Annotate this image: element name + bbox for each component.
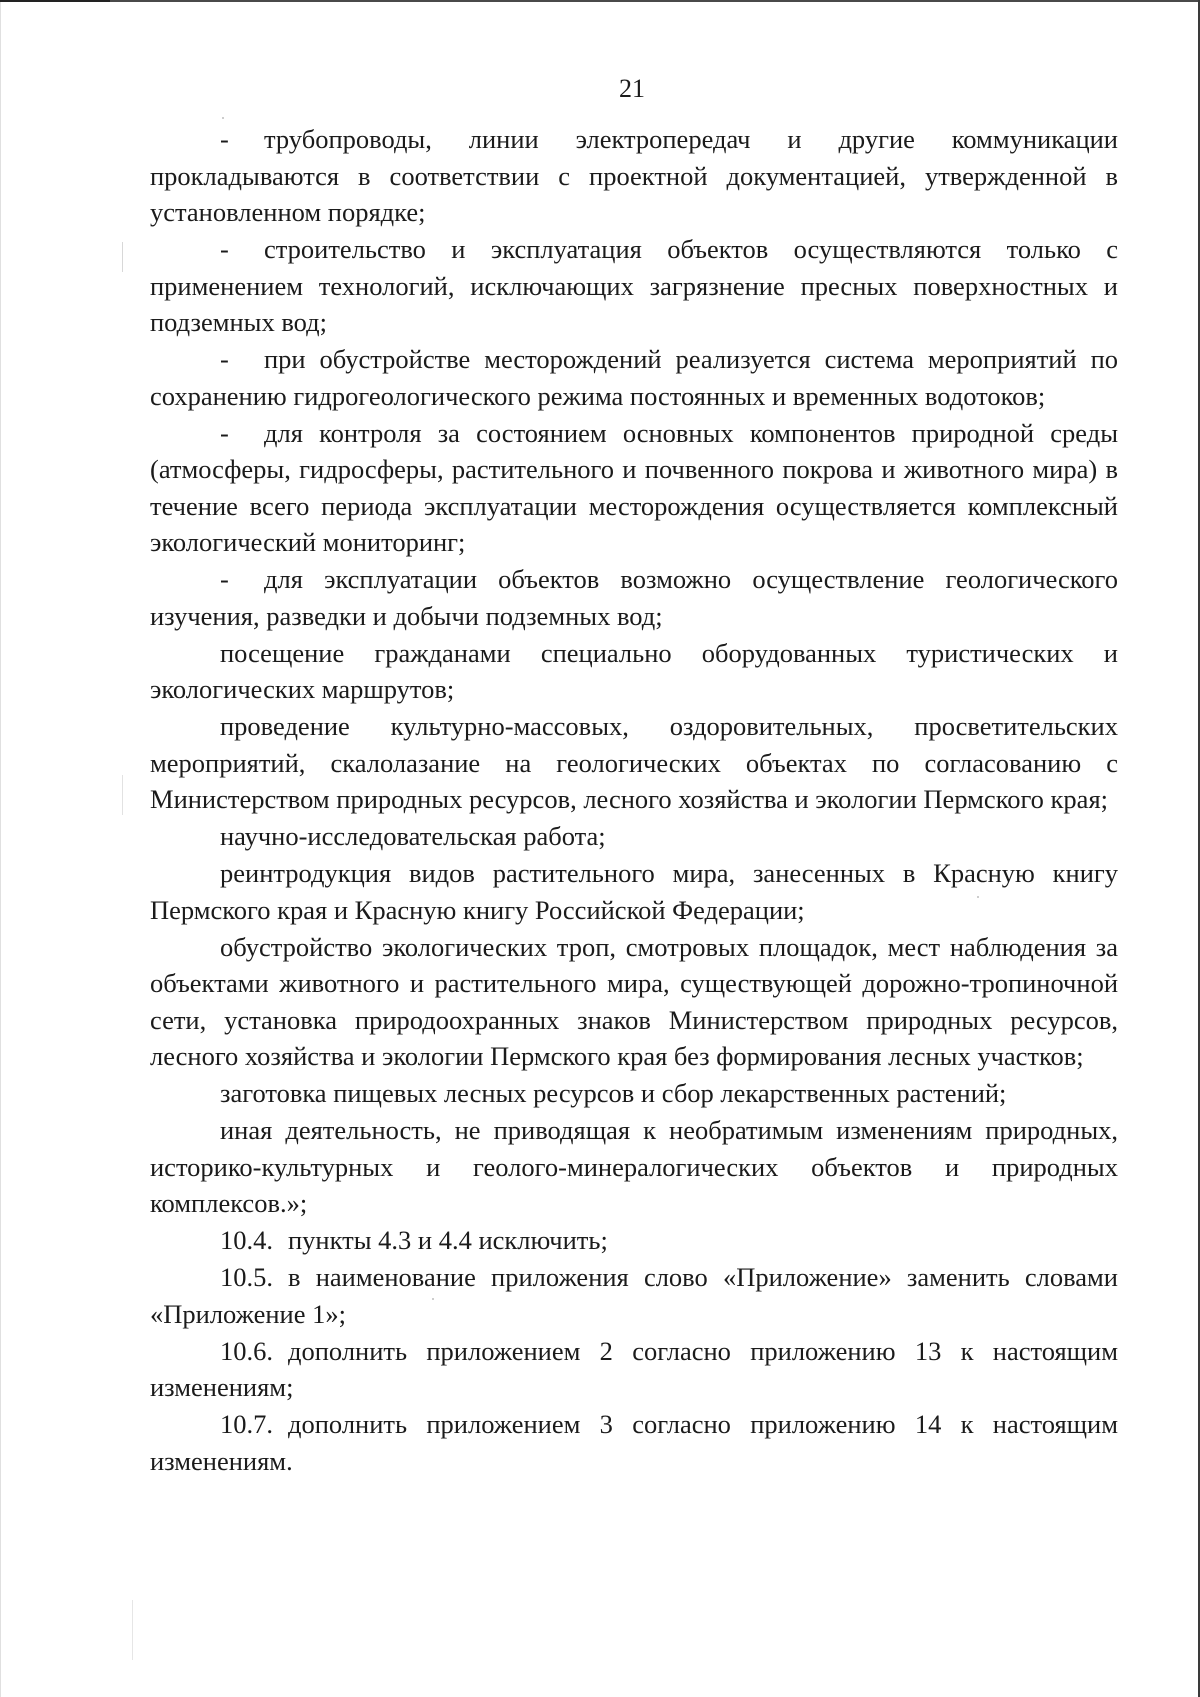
paragraph-text: для контроля за состоянием основных компонентов природной среды (атмосферы, гидросферы, растительного и почвенного покрова и животного мира) в течение всего периода эксплуатации месторождения осуществляется комплексный экологический мониторинг; (150, 417, 1118, 557)
paragraph-exploration (150, 561, 1118, 634)
document-body (150, 121, 1118, 1480)
paragraph-harvesting (150, 1075, 1118, 1112)
item-number: 10.5. (220, 1262, 273, 1292)
scan-corner (0, 0, 110, 2)
paragraph-cultural-events (150, 708, 1118, 818)
dash-marker: - (220, 234, 229, 264)
dash-marker: - (220, 564, 229, 594)
item-10-4 (150, 1222, 1118, 1259)
paragraph-text: проведение культурно-массовых, оздоровительных, просветительских мероприятий, скалолазание на геологических объектах по согласованию с Министерством природных ресурсов, лесного хозяйства и экологии Пермского края; (150, 711, 1118, 814)
paragraph-text: иная деятельность, не приводящая к необратимым изменениям природных, историко-культурных и геолого-минералогических объектов и природных комплексов.»; (150, 1115, 1118, 1218)
paragraph-text: при обустройстве месторождений реализуется система мероприятий по сохранению гидрогеологического режима постоянных и временных водотоков; (150, 344, 1118, 411)
scan-speck (122, 775, 123, 815)
paragraph-text: реинтродукция видов растительного мира, занесенных в Красную книгу Пермского края и Красную книгу Российской Федерации; (150, 858, 1118, 925)
scan-speck (432, 1298, 434, 1300)
dash-marker: - (220, 124, 229, 154)
paragraph-pipelines (150, 121, 1118, 231)
paragraph-text: трубопроводы, линии электропередач и другие коммуникации прокладываются в соответствии с проектной документацией, утвержденной в установленном порядке; (150, 124, 1118, 227)
scan-speck (132, 1600, 133, 1660)
scan-speck (122, 242, 123, 272)
paragraph-research (150, 818, 1118, 855)
paragraph-monitoring (150, 415, 1118, 561)
paragraph-other-activity (150, 1112, 1118, 1222)
item-number: 10.7. (220, 1409, 273, 1439)
paragraph-text: научно-исследовательская работа; (220, 821, 606, 851)
paragraph-fields (150, 341, 1118, 414)
item-text: в наименование приложения слово «Приложение» заменить словами «Приложение 1»; (150, 1262, 1118, 1329)
paragraph-trails (150, 929, 1118, 1075)
scan-edge-left (0, 0, 1, 1697)
paragraph-construction (150, 231, 1118, 341)
paragraph-text: для эксплуатации объектов возможно осуществление геологического изучения, разведки и добычи подземных вод; (150, 564, 1118, 631)
paragraph-text: заготовка пищевых лесных ресурсов и сбор лекарственных растений; (220, 1078, 1007, 1108)
scan-edge-top (0, 0, 1200, 2)
item-10-5 (150, 1259, 1118, 1332)
paragraph-text: посещение гражданами специально оборудованных туристических и экологических маршрутов; (150, 637, 1118, 704)
item-text: дополнить приложением 2 согласно приложению 13 к настоящим изменениям; (150, 1335, 1118, 1402)
scan-speck (222, 117, 224, 119)
page-number: 21 (619, 74, 645, 103)
scan-speck (977, 896, 979, 898)
item-number: 10.6. (220, 1335, 273, 1366)
item-text: дополнить приложением 3 согласно приложению 14 к настоящим изменениям. (150, 1409, 1118, 1476)
item-10-6 (150, 1333, 1118, 1406)
paragraph-tourism (150, 635, 1118, 708)
dash-marker: - (220, 417, 229, 448)
item-number: 10.4. (220, 1225, 273, 1255)
item-text: пункты 4.3 и 4.4 исключить; (288, 1225, 608, 1255)
paragraph-text: обустройство экологических троп, смотровых площадок, мест наблюдения за объектами животного и растительного мира, существующей дорожно-тропиночной сети, установка природоохранных знаков Министерством природных ресурсов, лесного хозяйства и экологии Пермского края без формирования лесных участков; (150, 931, 1118, 1071)
paragraph-text: строительство и эксплуатация объектов осуществляются только с применением технологий, исключающих загрязнение пресных поверхностных и подземных вод; (150, 234, 1118, 337)
paragraph-reintroduction (150, 855, 1118, 928)
item-10-7 (150, 1406, 1118, 1479)
dash-marker: - (220, 344, 229, 374)
